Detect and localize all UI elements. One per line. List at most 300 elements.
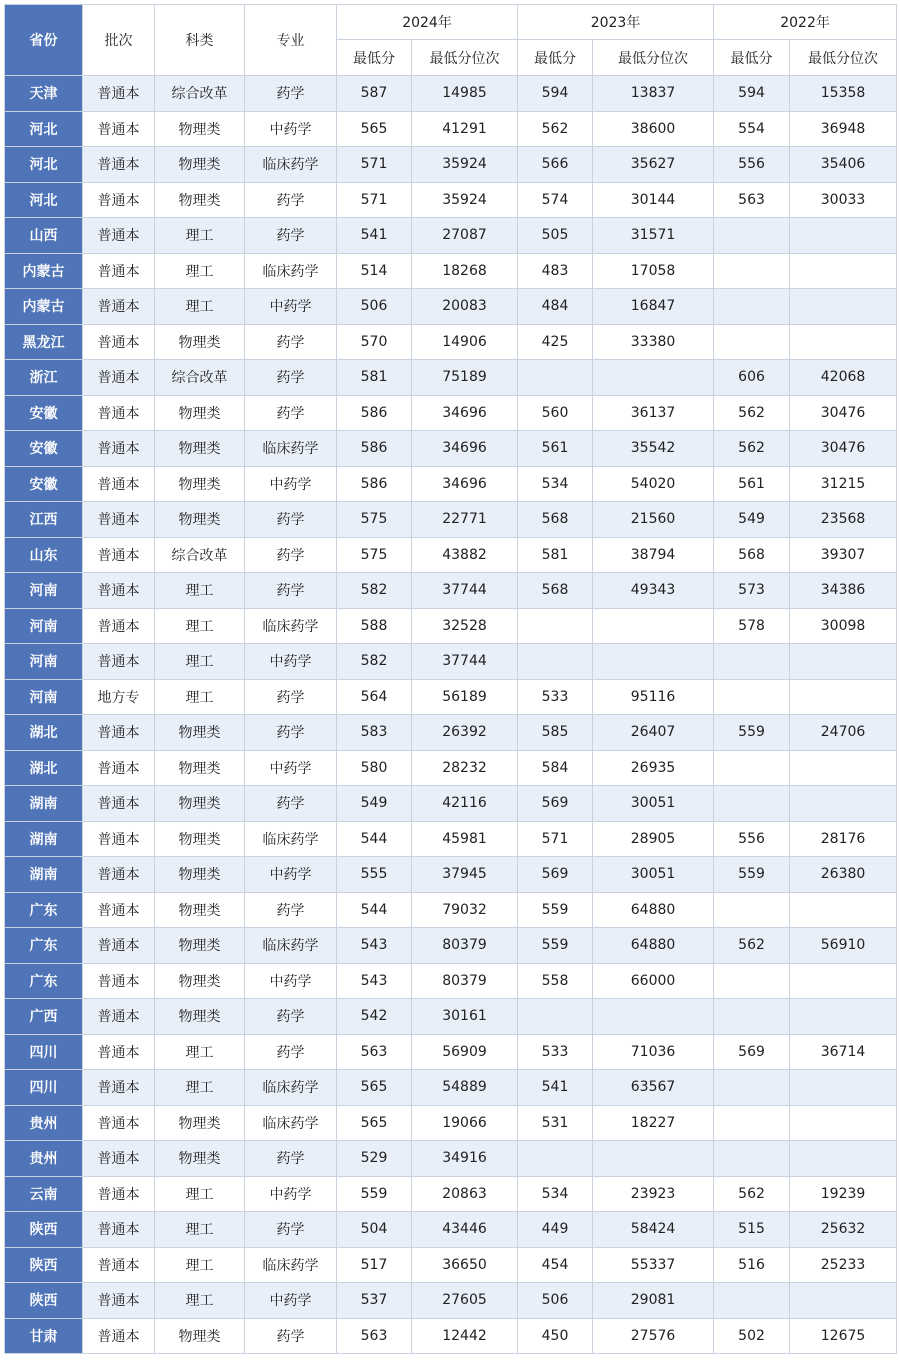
rank-2024-cell: 37945 bbox=[412, 857, 518, 893]
rank-2022-cell bbox=[790, 218, 897, 254]
province-cell: 安徽 bbox=[5, 395, 83, 431]
score-2024-cell: 587 bbox=[337, 76, 412, 112]
rank-2023-cell: 21560 bbox=[593, 502, 714, 538]
rank-2022-cell: 23568 bbox=[790, 502, 897, 538]
score-2024-cell: 571 bbox=[337, 147, 412, 183]
rank-2022-cell: 28176 bbox=[790, 821, 897, 857]
province-cell: 江西 bbox=[5, 502, 83, 538]
rank-2023-cell: 18227 bbox=[593, 1105, 714, 1141]
table-row bbox=[5, 928, 897, 964]
rank-2024-cell: 32528 bbox=[412, 608, 518, 644]
rank-2024-cell: 79032 bbox=[412, 892, 518, 928]
table-row bbox=[5, 821, 897, 857]
rank-2022-cell bbox=[790, 1283, 897, 1319]
score-2023-cell: 531 bbox=[518, 1105, 593, 1141]
category-cell: 物理类 bbox=[155, 324, 245, 360]
major-cell: 药学 bbox=[245, 324, 337, 360]
category-cell: 理工 bbox=[155, 608, 245, 644]
category-cell: 物理类 bbox=[155, 502, 245, 538]
province-cell: 河南 bbox=[5, 573, 83, 609]
category-cell: 物理类 bbox=[155, 963, 245, 999]
category-cell: 物理类 bbox=[155, 715, 245, 751]
score-2022-cell: 559 bbox=[714, 857, 790, 893]
score-2023-cell: 568 bbox=[518, 502, 593, 538]
header-min-rank: 最低分位次 bbox=[412, 40, 518, 76]
score-2022-cell bbox=[714, 999, 790, 1035]
major-cell: 药学 bbox=[245, 360, 337, 396]
score-2022-cell: 516 bbox=[714, 1247, 790, 1283]
rank-2023-cell: 30144 bbox=[593, 182, 714, 218]
admission-score-table-container bbox=[4, 4, 896, 1354]
batch-cell: 普通本 bbox=[83, 218, 155, 254]
category-cell: 物理类 bbox=[155, 182, 245, 218]
batch-cell: 普通本 bbox=[83, 466, 155, 502]
score-2023-cell: 484 bbox=[518, 289, 593, 325]
header-min-score: 最低分 bbox=[337, 40, 412, 76]
rank-2024-cell: 14906 bbox=[412, 324, 518, 360]
rank-2022-cell: 30476 bbox=[790, 431, 897, 467]
major-cell: 药学 bbox=[245, 999, 337, 1035]
province-cell: 河南 bbox=[5, 679, 83, 715]
rank-2022-cell: 25632 bbox=[790, 1212, 897, 1248]
category-cell: 理工 bbox=[155, 289, 245, 325]
major-cell: 药学 bbox=[245, 76, 337, 112]
category-cell: 理工 bbox=[155, 644, 245, 680]
rank-2024-cell: 26392 bbox=[412, 715, 518, 751]
score-2024-cell: 529 bbox=[337, 1141, 412, 1177]
score-2024-cell: 544 bbox=[337, 892, 412, 928]
header-batch: 批次 bbox=[83, 5, 155, 76]
rank-2023-cell: 30051 bbox=[593, 857, 714, 893]
category-cell: 综合改革 bbox=[155, 537, 245, 573]
table-row bbox=[5, 786, 897, 822]
table-row bbox=[5, 892, 897, 928]
rank-2022-cell: 24706 bbox=[790, 715, 897, 751]
score-2022-cell: 573 bbox=[714, 573, 790, 609]
rank-2023-cell: 38600 bbox=[593, 111, 714, 147]
province-cell: 甘肃 bbox=[5, 1318, 83, 1354]
table-row bbox=[5, 502, 897, 538]
rank-2022-cell bbox=[790, 289, 897, 325]
batch-cell: 普通本 bbox=[83, 537, 155, 573]
category-cell: 物理类 bbox=[155, 147, 245, 183]
header-min-rank: 最低分位次 bbox=[593, 40, 714, 76]
table-row bbox=[5, 218, 897, 254]
rank-2023-cell: 33380 bbox=[593, 324, 714, 360]
rank-2024-cell: 20083 bbox=[412, 289, 518, 325]
score-2024-cell: 537 bbox=[337, 1283, 412, 1319]
score-2024-cell: 559 bbox=[337, 1176, 412, 1212]
rank-2024-cell: 37744 bbox=[412, 573, 518, 609]
score-2023-cell: 483 bbox=[518, 253, 593, 289]
rank-2022-cell bbox=[790, 963, 897, 999]
table-row bbox=[5, 644, 897, 680]
major-cell: 中药学 bbox=[245, 963, 337, 999]
major-cell: 临床药学 bbox=[245, 608, 337, 644]
category-cell: 理工 bbox=[155, 1283, 245, 1319]
rank-2023-cell: 63567 bbox=[593, 1070, 714, 1106]
score-2023-cell: 558 bbox=[518, 963, 593, 999]
score-2024-cell: 541 bbox=[337, 218, 412, 254]
batch-cell: 普通本 bbox=[83, 502, 155, 538]
category-cell: 理工 bbox=[155, 1034, 245, 1070]
rank-2022-cell bbox=[790, 786, 897, 822]
table-row bbox=[5, 466, 897, 502]
rank-2024-cell: 80379 bbox=[412, 928, 518, 964]
score-2024-cell: 543 bbox=[337, 928, 412, 964]
table-row bbox=[5, 1141, 897, 1177]
batch-cell: 普通本 bbox=[83, 715, 155, 751]
major-cell: 临床药学 bbox=[245, 928, 337, 964]
table-row bbox=[5, 857, 897, 893]
major-cell: 药学 bbox=[245, 1034, 337, 1070]
table-row bbox=[5, 1247, 897, 1283]
rank-2022-cell bbox=[790, 1105, 897, 1141]
batch-cell: 普通本 bbox=[83, 324, 155, 360]
score-2022-cell bbox=[714, 644, 790, 680]
rank-2022-cell: 56910 bbox=[790, 928, 897, 964]
score-2024-cell: 563 bbox=[337, 1318, 412, 1354]
major-cell: 中药学 bbox=[245, 644, 337, 680]
table-body bbox=[5, 76, 897, 1354]
table-row bbox=[5, 431, 897, 467]
category-cell: 综合改革 bbox=[155, 76, 245, 112]
score-2022-cell: 515 bbox=[714, 1212, 790, 1248]
score-2023-cell: 562 bbox=[518, 111, 593, 147]
batch-cell: 普通本 bbox=[83, 644, 155, 680]
batch-cell: 普通本 bbox=[83, 1318, 155, 1354]
table-row bbox=[5, 253, 897, 289]
rank-2023-cell: 29081 bbox=[593, 1283, 714, 1319]
admission-score-table bbox=[4, 4, 897, 1354]
province-cell: 云南 bbox=[5, 1176, 83, 1212]
rank-2024-cell: 27087 bbox=[412, 218, 518, 254]
score-2024-cell: 580 bbox=[337, 750, 412, 786]
rank-2023-cell: 27576 bbox=[593, 1318, 714, 1354]
score-2023-cell: 585 bbox=[518, 715, 593, 751]
score-2024-cell: 565 bbox=[337, 111, 412, 147]
batch-cell: 普通本 bbox=[83, 253, 155, 289]
score-2023-cell bbox=[518, 999, 593, 1035]
batch-cell: 普通本 bbox=[83, 1034, 155, 1070]
rank-2023-cell: 16847 bbox=[593, 289, 714, 325]
major-cell: 药学 bbox=[245, 1318, 337, 1354]
table-row bbox=[5, 289, 897, 325]
rank-2024-cell: 34916 bbox=[412, 1141, 518, 1177]
rank-2023-cell: 31571 bbox=[593, 218, 714, 254]
major-cell: 药学 bbox=[245, 1141, 337, 1177]
rank-2024-cell: 12442 bbox=[412, 1318, 518, 1354]
province-cell: 浙江 bbox=[5, 360, 83, 396]
score-2022-cell: 569 bbox=[714, 1034, 790, 1070]
rank-2023-cell bbox=[593, 999, 714, 1035]
batch-cell: 普通本 bbox=[83, 1176, 155, 1212]
score-2023-cell: 533 bbox=[518, 679, 593, 715]
rank-2022-cell: 30033 bbox=[790, 182, 897, 218]
rank-2024-cell: 41291 bbox=[412, 111, 518, 147]
table-row bbox=[5, 715, 897, 751]
batch-cell: 普通本 bbox=[83, 1070, 155, 1106]
batch-cell: 普通本 bbox=[83, 395, 155, 431]
score-2024-cell: 542 bbox=[337, 999, 412, 1035]
category-cell: 物理类 bbox=[155, 111, 245, 147]
score-2024-cell: 582 bbox=[337, 573, 412, 609]
score-2022-cell: 502 bbox=[714, 1318, 790, 1354]
category-cell: 理工 bbox=[155, 1070, 245, 1106]
province-cell: 陕西 bbox=[5, 1212, 83, 1248]
score-2022-cell bbox=[714, 963, 790, 999]
rank-2024-cell: 35924 bbox=[412, 147, 518, 183]
score-2022-cell: 549 bbox=[714, 502, 790, 538]
rank-2022-cell: 34386 bbox=[790, 573, 897, 609]
province-cell: 湖南 bbox=[5, 821, 83, 857]
major-cell: 药学 bbox=[245, 537, 337, 573]
province-cell: 天津 bbox=[5, 76, 83, 112]
major-cell: 药学 bbox=[245, 1212, 337, 1248]
major-cell: 中药学 bbox=[245, 750, 337, 786]
category-cell: 物理类 bbox=[155, 750, 245, 786]
header-year-2023: 2023年 bbox=[518, 5, 714, 40]
header-year-2022: 2022年 bbox=[714, 5, 897, 40]
province-cell: 四川 bbox=[5, 1070, 83, 1106]
table-row bbox=[5, 1105, 897, 1141]
score-2023-cell: 425 bbox=[518, 324, 593, 360]
score-2022-cell bbox=[714, 1070, 790, 1106]
score-2023-cell: 560 bbox=[518, 395, 593, 431]
header-province: 省份 bbox=[5, 5, 83, 76]
table-row bbox=[5, 324, 897, 360]
score-2023-cell: 571 bbox=[518, 821, 593, 857]
rank-2024-cell: 20863 bbox=[412, 1176, 518, 1212]
rank-2023-cell bbox=[593, 360, 714, 396]
score-2022-cell bbox=[714, 1105, 790, 1141]
province-cell: 河北 bbox=[5, 111, 83, 147]
score-2022-cell: 606 bbox=[714, 360, 790, 396]
score-2022-cell: 562 bbox=[714, 1176, 790, 1212]
rank-2023-cell: 71036 bbox=[593, 1034, 714, 1070]
batch-cell: 普通本 bbox=[83, 431, 155, 467]
score-2024-cell: 543 bbox=[337, 963, 412, 999]
table-row bbox=[5, 1318, 897, 1354]
rank-2023-cell bbox=[593, 608, 714, 644]
rank-2022-cell: 39307 bbox=[790, 537, 897, 573]
category-cell: 物理类 bbox=[155, 857, 245, 893]
score-2023-cell: 569 bbox=[518, 786, 593, 822]
rank-2022-cell bbox=[790, 253, 897, 289]
province-cell: 山西 bbox=[5, 218, 83, 254]
rank-2022-cell bbox=[790, 1141, 897, 1177]
rank-2024-cell: 45981 bbox=[412, 821, 518, 857]
batch-cell: 普通本 bbox=[83, 821, 155, 857]
score-2023-cell: 569 bbox=[518, 857, 593, 893]
rank-2024-cell: 34696 bbox=[412, 466, 518, 502]
rank-2024-cell: 35924 bbox=[412, 182, 518, 218]
batch-cell: 普通本 bbox=[83, 289, 155, 325]
rank-2023-cell: 23923 bbox=[593, 1176, 714, 1212]
category-cell: 物理类 bbox=[155, 928, 245, 964]
rank-2022-cell: 42068 bbox=[790, 360, 897, 396]
header-year-2024: 2024年 bbox=[337, 5, 518, 40]
rank-2022-cell: 30098 bbox=[790, 608, 897, 644]
category-cell: 理工 bbox=[155, 1176, 245, 1212]
score-2023-cell: 584 bbox=[518, 750, 593, 786]
score-2022-cell: 562 bbox=[714, 395, 790, 431]
major-cell: 药学 bbox=[245, 218, 337, 254]
province-cell: 湖北 bbox=[5, 750, 83, 786]
score-2024-cell: 588 bbox=[337, 608, 412, 644]
major-cell: 临床药学 bbox=[245, 253, 337, 289]
province-cell: 河南 bbox=[5, 644, 83, 680]
score-2023-cell: 568 bbox=[518, 573, 593, 609]
rank-2022-cell: 12675 bbox=[790, 1318, 897, 1354]
rank-2023-cell: 66000 bbox=[593, 963, 714, 999]
province-cell: 贵州 bbox=[5, 1105, 83, 1141]
table-row bbox=[5, 147, 897, 183]
major-cell: 临床药学 bbox=[245, 147, 337, 183]
major-cell: 临床药学 bbox=[245, 1105, 337, 1141]
batch-cell: 普通本 bbox=[83, 1105, 155, 1141]
score-2022-cell: 561 bbox=[714, 466, 790, 502]
score-2022-cell: 563 bbox=[714, 182, 790, 218]
rank-2022-cell: 30476 bbox=[790, 395, 897, 431]
major-cell: 药学 bbox=[245, 679, 337, 715]
table-row bbox=[5, 111, 897, 147]
category-cell: 物理类 bbox=[155, 395, 245, 431]
header-category: 科类 bbox=[155, 5, 245, 76]
rank-2024-cell: 27605 bbox=[412, 1283, 518, 1319]
province-cell: 安徽 bbox=[5, 431, 83, 467]
score-2023-cell: 594 bbox=[518, 76, 593, 112]
table-row bbox=[5, 76, 897, 112]
score-2023-cell: 534 bbox=[518, 1176, 593, 1212]
province-cell: 湖北 bbox=[5, 715, 83, 751]
score-2023-cell: 449 bbox=[518, 1212, 593, 1248]
score-2022-cell bbox=[714, 786, 790, 822]
rank-2023-cell: 26935 bbox=[593, 750, 714, 786]
category-cell: 理工 bbox=[155, 1247, 245, 1283]
rank-2024-cell: 19066 bbox=[412, 1105, 518, 1141]
score-2023-cell: 566 bbox=[518, 147, 593, 183]
rank-2023-cell: 38794 bbox=[593, 537, 714, 573]
score-2024-cell: 565 bbox=[337, 1105, 412, 1141]
batch-cell: 普通本 bbox=[83, 1247, 155, 1283]
major-cell: 药学 bbox=[245, 786, 337, 822]
rank-2022-cell bbox=[790, 999, 897, 1035]
rank-2024-cell: 43446 bbox=[412, 1212, 518, 1248]
table-row bbox=[5, 608, 897, 644]
rank-2023-cell: 54020 bbox=[593, 466, 714, 502]
category-cell: 理工 bbox=[155, 253, 245, 289]
rank-2022-cell bbox=[790, 750, 897, 786]
category-cell: 物理类 bbox=[155, 821, 245, 857]
category-cell: 物理类 bbox=[155, 466, 245, 502]
rank-2022-cell bbox=[790, 679, 897, 715]
rank-2023-cell: 64880 bbox=[593, 928, 714, 964]
rank-2023-cell: 17058 bbox=[593, 253, 714, 289]
rank-2023-cell: 28905 bbox=[593, 821, 714, 857]
score-2024-cell: 582 bbox=[337, 644, 412, 680]
rank-2022-cell: 26380 bbox=[790, 857, 897, 893]
score-2023-cell bbox=[518, 1141, 593, 1177]
score-2023-cell: 450 bbox=[518, 1318, 593, 1354]
score-2023-cell: 541 bbox=[518, 1070, 593, 1106]
batch-cell: 普通本 bbox=[83, 608, 155, 644]
major-cell: 中药学 bbox=[245, 857, 337, 893]
score-2023-cell: 533 bbox=[518, 1034, 593, 1070]
rank-2022-cell: 36714 bbox=[790, 1034, 897, 1070]
score-2023-cell: 505 bbox=[518, 218, 593, 254]
table-row bbox=[5, 999, 897, 1035]
major-cell: 临床药学 bbox=[245, 1070, 337, 1106]
province-cell: 河南 bbox=[5, 608, 83, 644]
province-cell: 黑龙江 bbox=[5, 324, 83, 360]
category-cell: 物理类 bbox=[155, 1141, 245, 1177]
rank-2023-cell: 26407 bbox=[593, 715, 714, 751]
major-cell: 药学 bbox=[245, 715, 337, 751]
score-2023-cell: 574 bbox=[518, 182, 593, 218]
rank-2022-cell: 35406 bbox=[790, 147, 897, 183]
table-row bbox=[5, 963, 897, 999]
rank-2022-cell: 36948 bbox=[790, 111, 897, 147]
score-2022-cell bbox=[714, 218, 790, 254]
rank-2024-cell: 22771 bbox=[412, 502, 518, 538]
major-cell: 临床药学 bbox=[245, 1247, 337, 1283]
batch-cell: 普通本 bbox=[83, 76, 155, 112]
province-cell: 广东 bbox=[5, 928, 83, 964]
category-cell: 物理类 bbox=[155, 999, 245, 1035]
rank-2023-cell: 13837 bbox=[593, 76, 714, 112]
rank-2024-cell: 43882 bbox=[412, 537, 518, 573]
category-cell: 理工 bbox=[155, 573, 245, 609]
rank-2023-cell: 30051 bbox=[593, 786, 714, 822]
score-2023-cell: 534 bbox=[518, 466, 593, 502]
major-cell: 药学 bbox=[245, 573, 337, 609]
score-2022-cell bbox=[714, 750, 790, 786]
score-2024-cell: 581 bbox=[337, 360, 412, 396]
category-cell: 物理类 bbox=[155, 786, 245, 822]
score-2022-cell: 554 bbox=[714, 111, 790, 147]
province-cell: 河北 bbox=[5, 147, 83, 183]
batch-cell: 普通本 bbox=[83, 963, 155, 999]
rank-2022-cell bbox=[790, 1070, 897, 1106]
batch-cell: 普通本 bbox=[83, 857, 155, 893]
header-major: 专业 bbox=[245, 5, 337, 76]
province-cell: 陕西 bbox=[5, 1283, 83, 1319]
batch-cell: 普通本 bbox=[83, 750, 155, 786]
major-cell: 药学 bbox=[245, 502, 337, 538]
score-2023-cell: 506 bbox=[518, 1283, 593, 1319]
major-cell: 中药学 bbox=[245, 466, 337, 502]
batch-cell: 普通本 bbox=[83, 1141, 155, 1177]
score-2023-cell: 454 bbox=[518, 1247, 593, 1283]
score-2024-cell: 575 bbox=[337, 502, 412, 538]
batch-cell: 普通本 bbox=[83, 573, 155, 609]
rank-2023-cell: 36137 bbox=[593, 395, 714, 431]
score-2022-cell bbox=[714, 253, 790, 289]
category-cell: 理工 bbox=[155, 218, 245, 254]
major-cell: 中药学 bbox=[245, 111, 337, 147]
category-cell: 物理类 bbox=[155, 892, 245, 928]
score-2023-cell: 561 bbox=[518, 431, 593, 467]
score-2024-cell: 504 bbox=[337, 1212, 412, 1248]
rank-2022-cell: 15358 bbox=[790, 76, 897, 112]
score-2022-cell bbox=[714, 1141, 790, 1177]
rank-2023-cell: 95116 bbox=[593, 679, 714, 715]
rank-2023-cell: 35627 bbox=[593, 147, 714, 183]
table-header bbox=[5, 5, 897, 76]
province-cell: 广西 bbox=[5, 999, 83, 1035]
score-2022-cell bbox=[714, 679, 790, 715]
